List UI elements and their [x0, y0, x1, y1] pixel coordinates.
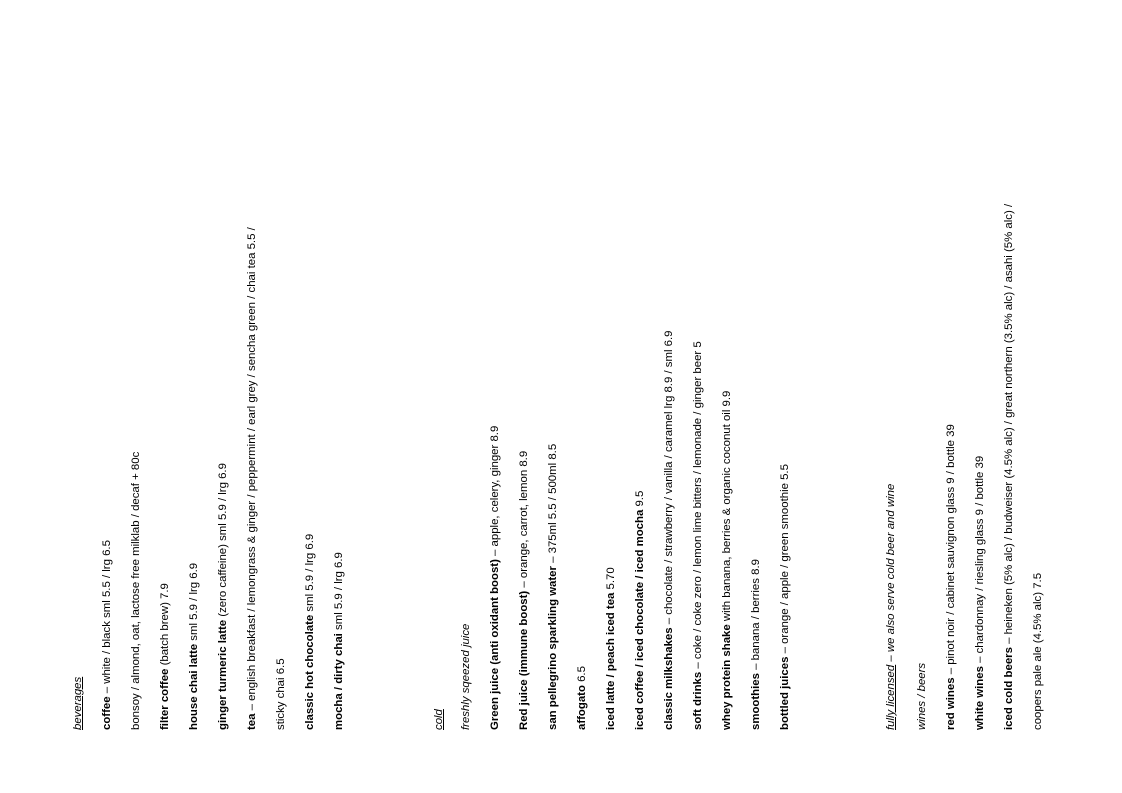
item-name: iced latte / peach iced tea [605, 592, 617, 730]
item-desc: coopers pale ale (4.5% alc) 7.5 [1032, 572, 1044, 730]
menu-item [606, 567, 617, 730]
item-name: soft drinks [692, 671, 704, 730]
menu-item [751, 559, 762, 730]
item-name: white wines [974, 665, 986, 730]
item-name: iced cold beers [1003, 646, 1015, 730]
item-desc: – heineken (5% alc) / budweiser (4.5% alc) / great northern (3.5% alc) / asahi (5% alc) / [1003, 203, 1015, 647]
item-name: red wines [945, 677, 957, 730]
item-desc: (batch brew) 7.9 [159, 582, 171, 669]
item-desc: 5.70 [605, 566, 617, 593]
item-name: Green juice (anti oxidant boost) [489, 558, 501, 730]
item-desc: – coke / coke zero / lemon lime bitters / lemonade / ginger beer 5 [692, 340, 704, 672]
item-desc: sml 5.9 / lrg 6.9 [333, 551, 345, 633]
item-name: house chai latte [188, 643, 200, 730]
item-name: iced coffee / iced chocolate / iced mocha [634, 509, 646, 730]
section-subheading: wines / beers [916, 662, 928, 730]
item-desc: 6.5 [576, 665, 588, 685]
item-name: bottled juices [779, 656, 791, 730]
item-name: affogato [576, 684, 588, 730]
item-name: filter coffee [159, 668, 171, 730]
menu-item [635, 490, 646, 729]
item-name: Red juice (immune boost) [518, 590, 530, 730]
menu-item [247, 227, 258, 730]
menu-item [780, 464, 791, 730]
menu-item [664, 330, 675, 730]
item-desc: – orange, carrot, lemon 8.9 [518, 450, 530, 591]
item-desc: – chocolate / strawberry / vanilla / caramel lrg 8.9 / sml 6.9 [663, 330, 675, 627]
item-name: whey protein shake [721, 623, 733, 730]
item-name: ginger turmeric latte [217, 619, 229, 730]
menu-item [519, 450, 530, 729]
item-name: san pellegrino sparkling water [547, 565, 559, 730]
menu-item [693, 341, 704, 730]
menu-item [975, 455, 986, 729]
item-desc: bonsoy / almond, oat, lactose free milklab / decaf + 80c [130, 451, 142, 730]
licensed-heading-note: – we also serve cold beer and wine [885, 483, 897, 665]
item-name: classic hot chocolate [304, 614, 316, 730]
item-desc: – pinot noir / cabinet sauvignon glass 9 / bottle 39 [945, 423, 957, 678]
item-desc: sml 5.9 / lrg 6.9 [188, 562, 200, 644]
item-name: tea [246, 713, 258, 730]
menu-item [1033, 573, 1044, 730]
menu-item [189, 562, 200, 729]
menu-item [102, 540, 113, 730]
menu-item [1004, 203, 1015, 729]
menu-item [946, 424, 957, 730]
menu-item [218, 463, 229, 730]
menu-item [334, 552, 345, 730]
item-desc: sticky chai 6.5 [275, 658, 287, 730]
item-name: classic milkshakes [663, 627, 675, 730]
item-desc: – banana / berries 8.9 [750, 558, 762, 673]
menu-item [577, 666, 588, 730]
menu-item [276, 658, 287, 730]
section-heading-licensed [886, 483, 897, 729]
item-desc: 9.5 [634, 490, 646, 510]
item-desc: – english breakfast / lemongrass & ginger / peppermint / earl grey / sencha green / chai tea 5.5 / [246, 226, 258, 714]
menu-item [160, 583, 171, 730]
item-desc: – apple, celery, ginger 8.9 [489, 425, 501, 559]
item-name: smoothies [750, 672, 762, 730]
menu-item [131, 451, 142, 729]
section-heading-cold: cold [433, 708, 445, 730]
item-desc: with banana, berries & organic coconut oil 9.9 [721, 390, 733, 624]
menu-item [305, 533, 316, 729]
item-name: mocha / dirty chai [333, 632, 345, 730]
item-desc: – white / black sml 5.5 / lrg 6.5 [101, 539, 113, 697]
item-desc: (zero caffeine) sml 5.9 / lrg 6.9 [217, 462, 229, 620]
item-desc: – chardonnay / riesling glass 9 / bottle 39 [974, 455, 986, 666]
item-desc: – 375ml 5.5 / 500ml 8.5 [547, 443, 559, 566]
item-desc: – orange / apple / green smoothie 5.5 [779, 463, 791, 657]
item-desc: sml 5.9 / lrg 6.9 [304, 533, 316, 615]
section-subheading: freshly sqeezed juice [460, 623, 472, 730]
licensed-heading: fully licensed [885, 664, 897, 730]
menu-item [722, 390, 733, 729]
menu-item [490, 425, 501, 729]
menu-item [548, 443, 559, 729]
item-name: coffee [101, 696, 113, 730]
section-heading-beverages: beverages [72, 676, 84, 730]
